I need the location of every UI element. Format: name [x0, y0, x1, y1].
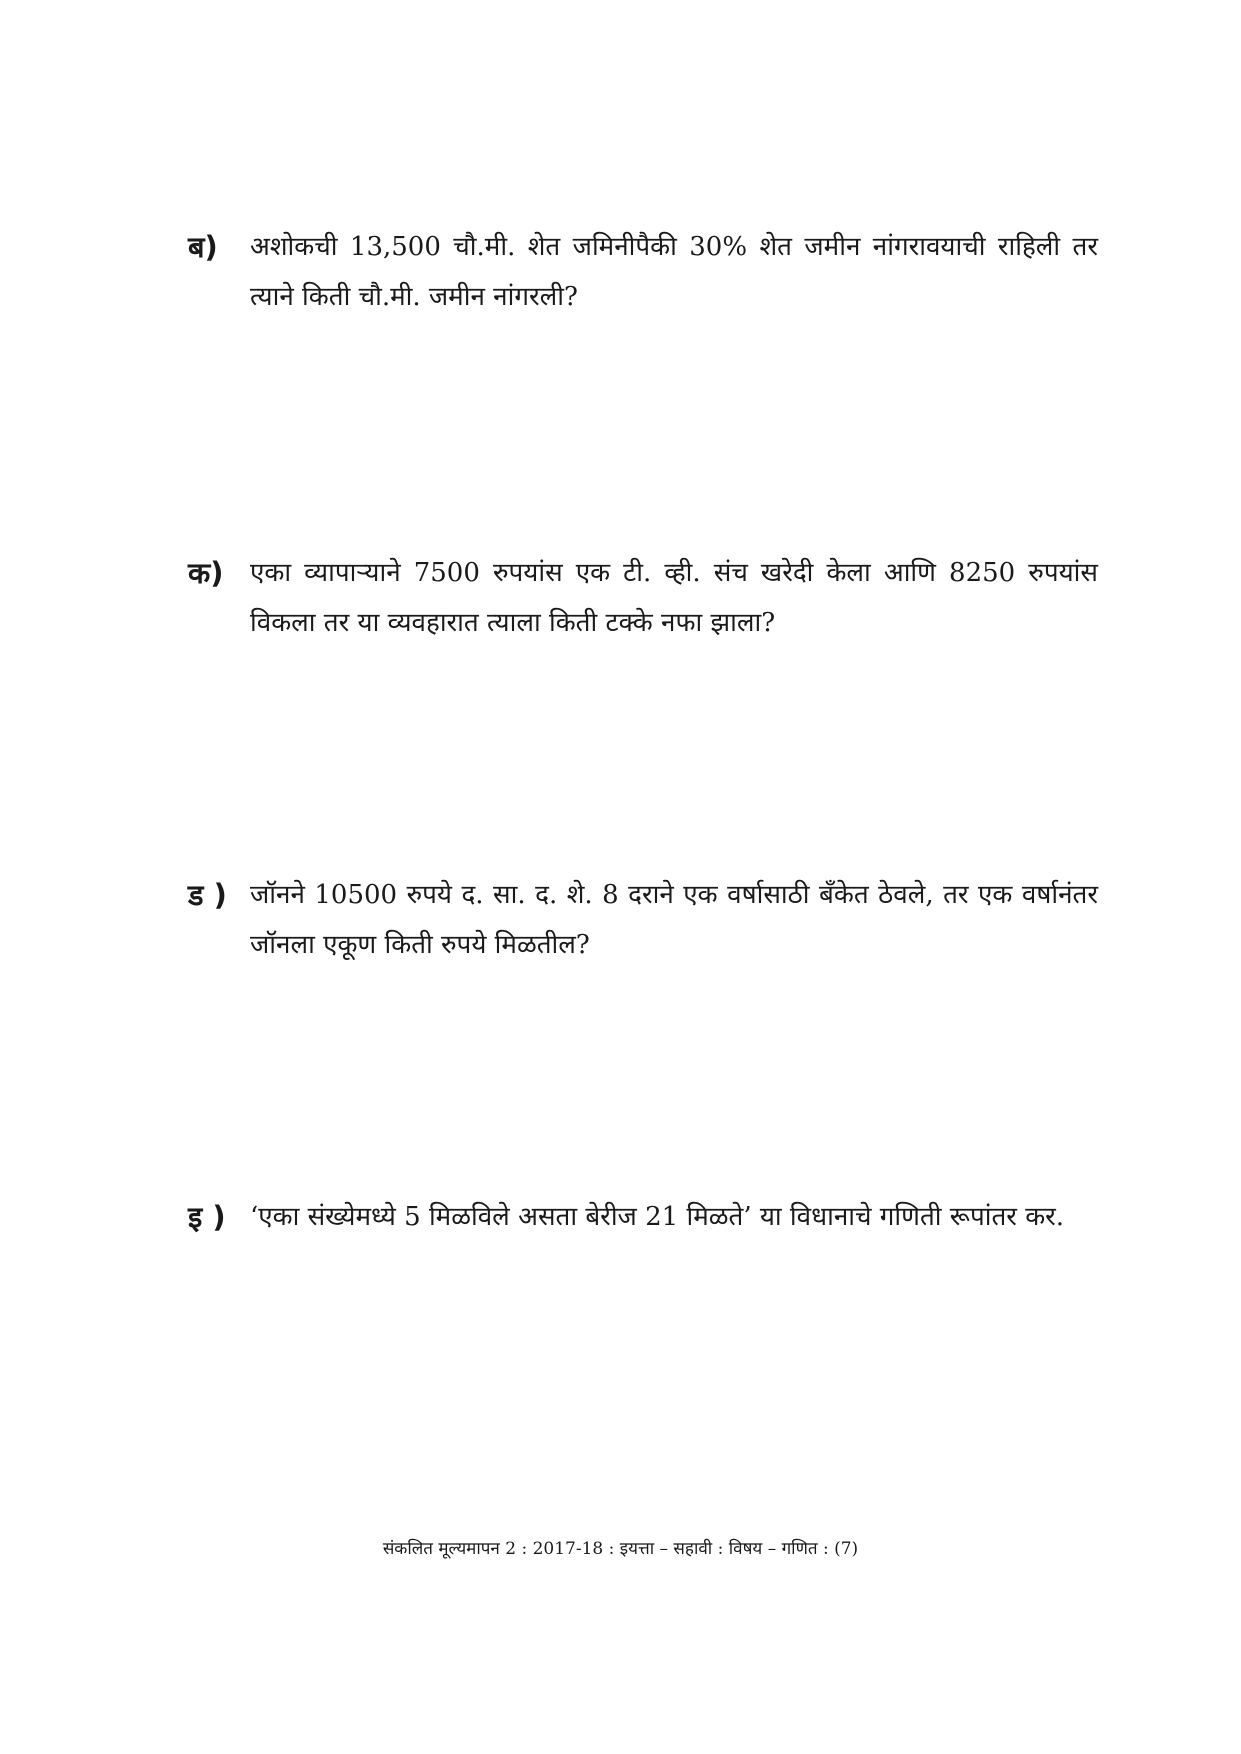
question-text: जॉनने 10500 रुपये द. सा. द. शे. 8 दराने एक वर्षासाठी बँकेत ठेवले, तर एक वर्षानंतर जॉनला एकूण किती रुपये मिळतील? [250, 880, 1098, 960]
question-text: एका व्यापाऱ्याने 7500 रुपयांस एक टी. व्ही. संच खरेदी केला आणि 8250 रुपयांस विकला तर या व्यवहारात त्याला किती टक्के नफा झाला? [250, 558, 1098, 638]
question-b [188, 222, 1098, 322]
question-text: ‘एका संख्येमध्ये 5 मिळविले असता बेरीज 21 मिळते’ या विधानाचे गणिती रूपांतर कर. [250, 1202, 1065, 1232]
question-k [188, 548, 1098, 648]
page-footer: संकलित मूल्यमापन 2 : 2017-18 : इयत्ता – सहावी : विषय – गणित : (7) [382, 1539, 859, 1559]
question-label: ब) [188, 230, 218, 264]
question-d [188, 870, 1098, 970]
question-label: इ ) [188, 1200, 226, 1234]
question-label: क) [188, 556, 224, 590]
question-text: अशोकची 13,500 चौ.मी. शेत जमिनीपैकी 30% शेत जमीन नांगरावयाची राहिली तर त्याने किती चौ.मी. जमीन नांगरली? [250, 232, 1098, 312]
question-label: ड ) [188, 878, 227, 912]
question-i [188, 1192, 1098, 1242]
